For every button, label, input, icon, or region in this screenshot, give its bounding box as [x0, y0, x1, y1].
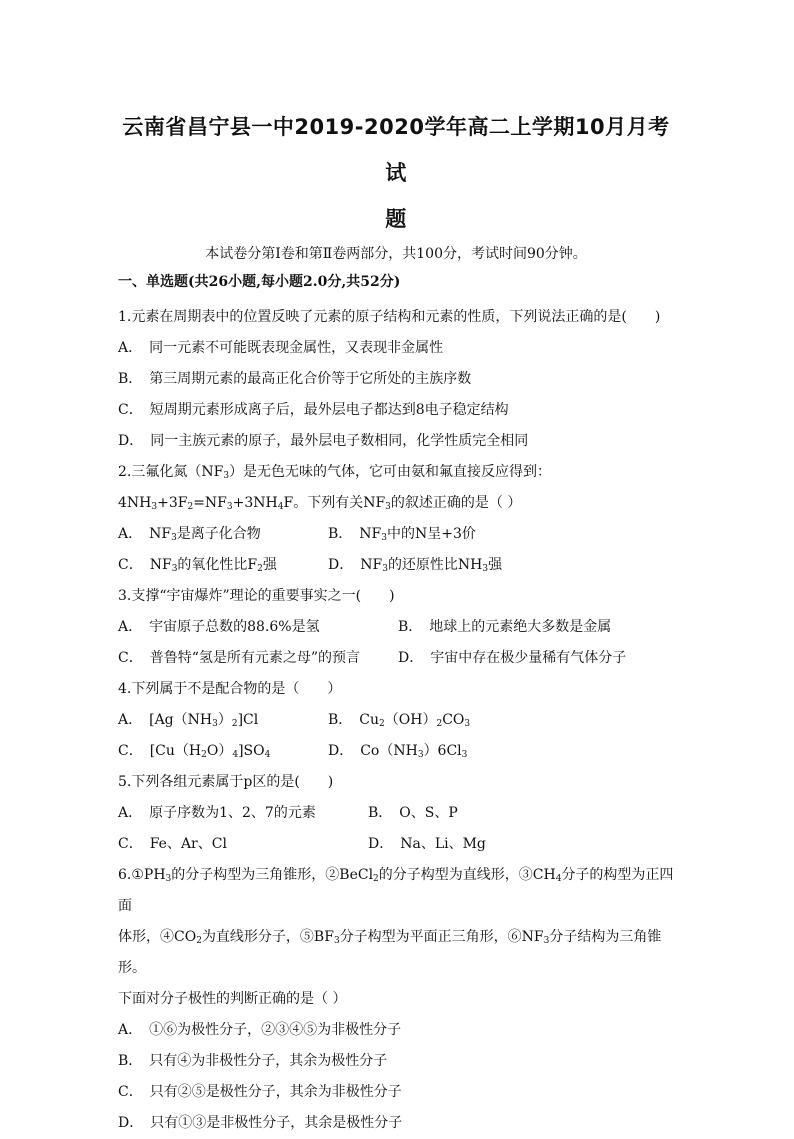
option-a: A． ①⑥为极性分子，②③④⑤为非极性分子 [118, 1022, 402, 1038]
option-b: B． 地球上的元素绝大多数是金属 [398, 619, 612, 635]
option-row [118, 736, 674, 767]
option-c: C． 只有②⑤是极性分子，其余为非极性分子 [118, 1084, 402, 1100]
question-6 [118, 860, 674, 1139]
option-d: D． $NF_3$的还原性比$NH_3$强 [328, 557, 503, 574]
option-d: D． 宇宙中存在极少量稀有气体分子 [398, 650, 627, 666]
question-4 [118, 674, 674, 767]
option-b: B． $Cu_2(OH)_2CO_3$ [328, 712, 471, 729]
option-d: D． $Co(NH_3)6Cl_3$ [328, 743, 468, 760]
option-row [118, 798, 674, 829]
question-5 [118, 767, 674, 860]
question-2 [118, 457, 674, 581]
option-row [118, 643, 674, 674]
question-stem: 2.三氟化氮$(NF_3)$是无色无味的气体，它可由氨和氟直接反应得到： [118, 464, 552, 481]
option-row [118, 519, 674, 550]
option-c: C． 普鲁特“氢是所有元素之母”的预言 [118, 650, 361, 666]
question-stem: 5.下列各组元素属于p区的是( ) [118, 774, 334, 790]
option-c: C． $NF_3$的氧化性比$F_2$强 [118, 557, 277, 574]
question-3 [118, 581, 674, 674]
option-row [118, 705, 674, 736]
option-b: B． O、S、P [368, 805, 458, 821]
option-c: C． 短周期元素形成离子后，最外层电子都达到8电子稳定结构 [118, 402, 509, 418]
option-a: A． 原子序数为1、2、7的元素 [118, 805, 316, 821]
question-stem: $6.①PH_3$的分子构型为三角锥形，②BeCl$_2$的分子构型为直线形，$③CH_4$分子的构型为正四面 [118, 867, 674, 914]
section-heading: 一、单选题(共26小题,每小题2.0分,共52分) [118, 274, 401, 290]
option-d: D． 只有①③是非极性分子，其余是极性分子 [118, 1115, 403, 1131]
option-row [118, 550, 674, 581]
option-a: A． $NF_3$是离子化合物 [118, 526, 261, 543]
option-d: D． Na、Li、Mg [368, 836, 486, 852]
option-row [118, 829, 674, 860]
option-a: A． 宇宙原子总数的88.6%是氢 [118, 619, 320, 635]
option-c: C． $[Cu(H_2O)_4]SO_4$ [118, 743, 271, 760]
option-b: B． $NF_3$中的N呈+3价 [328, 526, 476, 543]
exam-intro: 本试卷分第Ⅰ卷和第Ⅱ卷两部分，共100分，考试时间90分钟。 [205, 246, 587, 262]
question-prompt: 下面对分子极性的判断正确的是（ ） [118, 991, 347, 1007]
option-b: B． 只有④为非极性分子，其余为极性分子 [118, 1053, 388, 1069]
option-d: D． 同一主族元素的原子，最外层电子数相同，化学性质完全相同 [118, 433, 529, 449]
option-a: A． $[Ag(NH_3)_2]Cl$ [118, 712, 259, 729]
question-1 [118, 302, 674, 457]
option-row [118, 612, 674, 643]
reaction-equation: $4NH_3+3F_2=NF_3+3NH_4F$。下列有关$NF_3$的叙述正确的是（ ） [118, 495, 522, 512]
question-stem: 3.支撑“宇宙爆炸”理论的重要事实之一( ) [118, 588, 395, 604]
option-b: B． 第三周期元素的最高正化合价等于它所处的主族序数 [118, 371, 472, 387]
question-stem: 4.下列属于不是配合物的是（ ） [118, 681, 342, 697]
option-c: C． Fe、Ar、Cl [118, 836, 227, 852]
question-stem-cont: 体形，$④CO_2$为直线形分子，$⑤BF_3$分子构型为平面正三角形，$⑥NF_3$分子结构为三角锥形。 [118, 929, 662, 976]
title-line-2: 题 [385, 207, 407, 231]
option-a: A． 同一元素不可能既表现金属性，又表现非金属性 [118, 340, 444, 356]
title-line-1: 云南省昌宁县一中2019-2020学年高二上学期10月月考试 [122, 115, 670, 185]
question-stem: 1.元素在周期表中的位置反映了元素的原子结构和元素的性质，下列说法正确的是( ) [118, 309, 661, 325]
document-title [118, 104, 674, 242]
